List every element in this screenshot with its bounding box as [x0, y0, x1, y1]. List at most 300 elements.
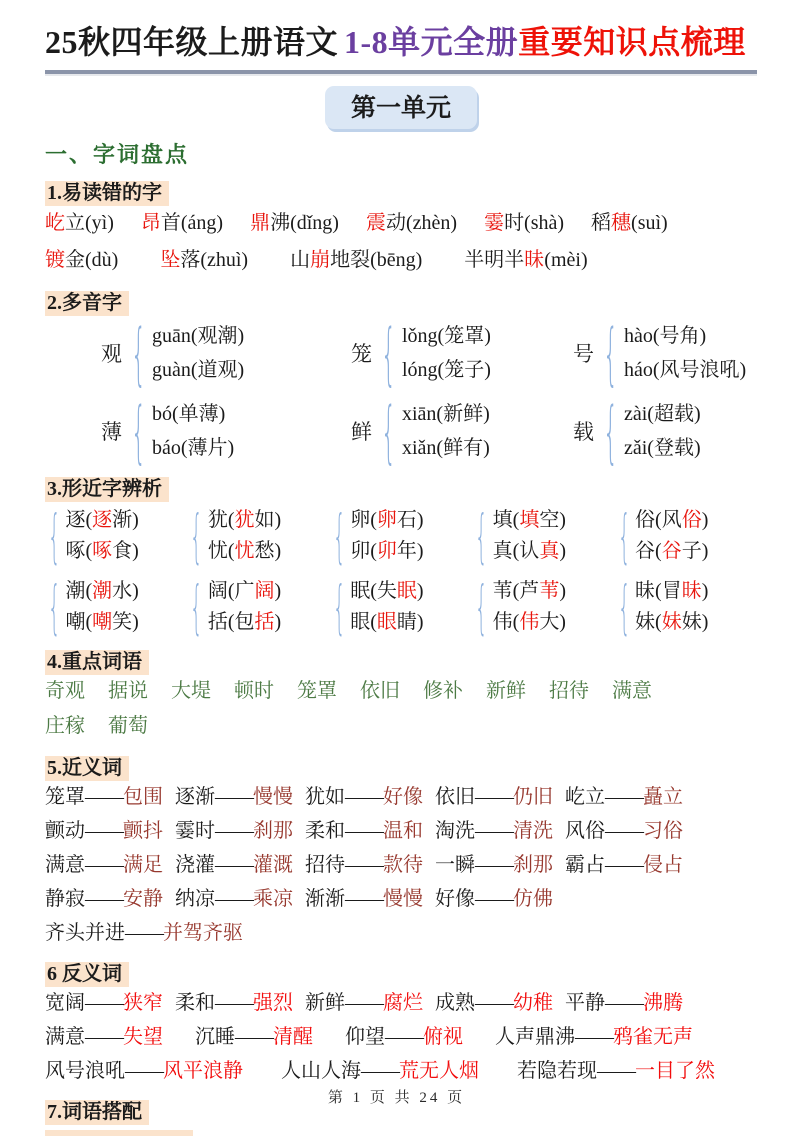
text-segment: 镀	[45, 249, 65, 271]
text-segment: 啄(	[65, 540, 93, 562]
xingjin-line	[350, 536, 423, 567]
heading-highlight: 5.近义词	[45, 756, 129, 781]
xingjin-line	[208, 536, 281, 567]
pair-text: ——	[385, 1026, 423, 1048]
xingjin-line	[65, 576, 138, 607]
text-segment: 昂	[140, 212, 161, 234]
section-heading-main: 一、字词盘点	[45, 142, 190, 167]
keyword: 招待	[549, 680, 589, 702]
brace-icon: {	[190, 573, 203, 641]
text-segment: 半明半	[464, 249, 525, 271]
text-segment: 时(shà)	[504, 212, 565, 234]
misread-row-1	[45, 205, 757, 242]
text-segment: 子)	[681, 540, 709, 562]
word-pair	[45, 820, 163, 842]
word-pair	[565, 992, 683, 1014]
xingjin-lines	[350, 505, 423, 567]
word-pair	[517, 1060, 715, 1082]
keyword: 庄稼	[45, 715, 85, 737]
heading-highlight: 2.多音字	[45, 291, 129, 316]
pair-text: 清洗	[513, 820, 553, 842]
xingjin-lines	[208, 576, 281, 638]
pair-text: 温和	[383, 820, 423, 842]
pair-text: ——	[215, 888, 253, 910]
word-pair	[305, 888, 423, 910]
text-segment: 石)	[396, 509, 424, 531]
keyword: 新鲜	[486, 680, 526, 702]
word-pair	[305, 992, 423, 1014]
heading-highlight: 4.重点词语	[45, 650, 149, 675]
duoyin-char: 载	[573, 420, 594, 444]
keyword: 奇观	[45, 680, 85, 702]
text-segment: )	[559, 580, 566, 602]
pair-text: 满足	[123, 854, 163, 876]
word-pair	[435, 888, 553, 910]
brace-icon: {	[617, 573, 631, 641]
pair-text: 狭窄	[123, 992, 163, 1014]
duoyin-group-hao	[573, 313, 757, 393]
synonyms-row	[45, 848, 757, 882]
pair-text: 满意	[45, 1026, 85, 1048]
duoyin-group-long	[351, 313, 573, 393]
text-segment: 金(dù)	[65, 249, 119, 271]
text-segment: 昧	[524, 249, 545, 271]
keywords-row-2	[45, 709, 757, 744]
text-segment: 伟(	[492, 611, 520, 633]
pair-text: ——	[605, 854, 643, 876]
xingjin-group	[187, 573, 329, 641]
pair-text: 鸦雀无声	[613, 1026, 693, 1048]
page-footer: 第 1 页 共 24 页	[327, 1090, 466, 1106]
synonyms-row	[45, 916, 757, 950]
pair-text: ——	[597, 1060, 635, 1082]
heading-highlight: 7.词语搭配	[45, 1100, 149, 1125]
title-red: 重要知识点梳理	[518, 24, 746, 60]
text-segment: 真	[539, 540, 560, 562]
pair-text: 静寂	[45, 888, 85, 910]
duoyin-readings	[624, 397, 701, 465]
text-segment: 空)	[539, 509, 566, 531]
antonyms-row	[45, 1054, 757, 1088]
xingjin-lines	[493, 576, 566, 638]
pair-text: 腐烂	[383, 992, 423, 1014]
word-item	[290, 249, 422, 271]
title-purple: 1-8单元全册	[344, 24, 519, 60]
pair-text: 渐渐	[305, 888, 345, 910]
pair-text: 柔和	[305, 820, 345, 842]
text-segment: (mèi)	[544, 249, 588, 271]
duoyin-reading: lǒng(笼罩)	[402, 325, 491, 347]
text-segment: 愁)	[254, 540, 282, 562]
pair-text: ——	[345, 854, 383, 876]
text-segment: 真(认	[492, 540, 540, 562]
word-pair	[435, 786, 553, 808]
text-segment: 忧	[234, 540, 255, 562]
duoyin-group-xian	[351, 391, 573, 471]
heading-highlight: 6 反义词	[45, 962, 129, 987]
text-segment: 谷(	[635, 540, 662, 562]
text-segment: 嘲	[92, 611, 113, 633]
text-segment: 屹	[45, 212, 65, 234]
word-pair	[45, 786, 163, 808]
brace-icon: {	[130, 391, 147, 471]
xingjin-line	[208, 607, 281, 638]
pair-text: ——	[85, 1026, 123, 1048]
pair-text: ——	[345, 786, 383, 808]
pair-text: 好像	[383, 786, 423, 808]
duoyin-reading: guān(观潮)	[152, 325, 245, 347]
text-segment: 苇	[539, 580, 560, 602]
text-segment: )	[274, 611, 282, 633]
xingjin-line	[635, 607, 708, 638]
text-segment: 填	[519, 509, 540, 531]
text-segment: 卯(	[350, 540, 377, 562]
text-segment: 阔	[254, 580, 275, 602]
pair-text: 新鲜	[305, 992, 345, 1014]
text-segment: 逐(	[65, 509, 93, 531]
xingjin-lines	[65, 505, 138, 567]
brace-icon: {	[332, 573, 346, 641]
pair-text: 强烈	[253, 992, 293, 1014]
xingjin-group	[615, 573, 757, 641]
pair-text: ——	[235, 1026, 273, 1048]
word-pair	[175, 854, 293, 876]
pair-text: 荒无人烟	[399, 1060, 479, 1082]
text-segment: 落(zhuì)	[180, 249, 249, 271]
pair-text: 包围	[123, 786, 163, 808]
pair-text: 屹立	[565, 786, 605, 808]
pair-text: 霎时	[175, 820, 215, 842]
word-pair	[435, 820, 553, 842]
text-segment: 穗	[611, 212, 632, 234]
text-segment: 坠	[160, 249, 181, 271]
word-pair	[305, 786, 423, 808]
xingjin-lines	[208, 505, 281, 567]
xingjin-grid	[45, 502, 757, 641]
heading-highlight: 1.易读错的字	[45, 181, 169, 206]
text-segment: 眼	[376, 611, 397, 633]
pair-text: 霸占	[565, 854, 605, 876]
word-pair	[305, 854, 423, 876]
text-segment: 卵(	[350, 509, 377, 531]
synonyms-row	[45, 814, 757, 848]
word-pair	[195, 1026, 313, 1048]
text-segment: )	[559, 540, 566, 562]
pair-text: ——	[125, 922, 163, 944]
subsection-heading-synonyms	[45, 751, 757, 780]
pair-text: 齐头并进	[45, 922, 125, 944]
pair-text: 安静	[123, 888, 163, 910]
duoyin-readings	[152, 397, 234, 465]
duoyin-reading: guàn(道观)	[152, 359, 245, 381]
pair-text: ——	[85, 888, 123, 910]
word-item	[45, 212, 114, 234]
pair-text: ——	[475, 992, 513, 1014]
duoyin-char: 鲜	[351, 420, 372, 444]
pair-text: 乘凉	[253, 888, 293, 910]
text-segment: )	[701, 509, 709, 531]
subsection-heading-antonyms	[45, 957, 757, 986]
pair-text: ——	[575, 1026, 613, 1048]
pair-text: 满意	[45, 854, 85, 876]
word-item	[464, 249, 587, 271]
word-pair	[175, 888, 293, 910]
pair-text: 沉睡	[195, 1026, 235, 1048]
word-pair	[565, 854, 683, 876]
xingjin-group	[330, 573, 472, 641]
brace-icon: {	[380, 313, 397, 393]
xingjin-group	[45, 502, 187, 570]
text-segment: 括(包	[207, 611, 255, 633]
pair-text: ——	[475, 820, 513, 842]
unit-badge: 第一单元	[325, 86, 477, 129]
text-segment: 眠(失	[350, 580, 397, 602]
keyword: 大堤	[171, 680, 211, 702]
duoyin-readings	[624, 319, 746, 387]
pair-text: ——	[345, 888, 383, 910]
text-segment: )	[701, 580, 709, 602]
keyword: 满意	[612, 680, 652, 702]
text-segment: 渐)	[112, 509, 139, 531]
word-pair	[495, 1026, 693, 1048]
pair-text: 习俗	[643, 820, 683, 842]
pair-text: ——	[605, 992, 643, 1014]
text-segment: 苇(芦	[492, 580, 540, 602]
text-segment: 昧(冒	[635, 580, 682, 602]
antonyms-row	[45, 1020, 757, 1054]
text-segment: 嘲(	[65, 611, 93, 633]
pair-text: 颤动	[45, 820, 85, 842]
pair-text: 清醒	[273, 1026, 313, 1048]
xingjin-line	[65, 505, 138, 536]
pair-text: 刹那	[253, 820, 293, 842]
word-pair	[45, 854, 163, 876]
keyword: 依旧	[360, 680, 400, 702]
xingjin-lines	[350, 576, 423, 638]
word-item	[160, 249, 248, 271]
brace-icon: {	[47, 502, 61, 570]
pair-text: 并驾齐驱	[163, 922, 243, 944]
pair-text: 幼稚	[513, 992, 553, 1014]
pair-text: 款待	[383, 854, 423, 876]
text-segment: 妹	[661, 611, 682, 633]
text-segment: 沸(dǐng)	[270, 212, 339, 234]
pair-text: 失望	[123, 1026, 163, 1048]
text-segment: 伟	[519, 611, 540, 633]
pair-text: 笼罩	[45, 786, 85, 808]
word-pair	[565, 820, 683, 842]
text-segment: 填(	[492, 509, 520, 531]
word-pair	[435, 992, 553, 1014]
xingjin-lines	[65, 576, 138, 638]
duoyin-char: 观	[101, 342, 122, 366]
text-segment: (suì)	[631, 212, 668, 234]
synonyms-row	[45, 882, 757, 916]
pair-text: ——	[85, 854, 123, 876]
text-segment: 立(yì)	[65, 212, 114, 234]
pair-text: ——	[605, 820, 643, 842]
xingjin-line	[635, 576, 708, 607]
xingjin-group	[187, 502, 329, 570]
word-item	[484, 212, 564, 234]
pair-text: 矗立	[643, 786, 683, 808]
pair-text: 一目了然	[635, 1060, 715, 1082]
text-segment: 妹(	[635, 611, 662, 633]
xingjin-lines	[493, 505, 566, 567]
keyword: 修补	[423, 680, 463, 702]
pair-text: ——	[361, 1060, 399, 1082]
duoyin-char: 笼	[351, 342, 372, 366]
pair-text: 沸腾	[643, 992, 683, 1014]
xingjin-line	[208, 505, 281, 536]
text-segment: 忧(	[207, 540, 235, 562]
xingjin-line	[635, 505, 708, 536]
duoyin-readings	[152, 319, 244, 387]
pair-text: 颤抖	[123, 820, 163, 842]
duoyin-reading: zǎi(登载)	[624, 437, 701, 459]
pair-text: 风平浪静	[163, 1060, 243, 1082]
pair-text: 俯视	[423, 1026, 463, 1048]
duoyin-char: 号	[573, 342, 594, 366]
pair-text: 仿佛	[513, 888, 553, 910]
keywords-row-1	[45, 674, 757, 709]
unit-badge-row	[45, 86, 757, 130]
xingjin-group	[472, 502, 614, 570]
text-segment: 俗	[681, 509, 702, 531]
xingjin-group	[45, 573, 187, 641]
pair-text: 人声鼎沸	[495, 1026, 575, 1048]
keyword: 顿时	[234, 680, 274, 702]
keyword: 笼罩	[297, 680, 337, 702]
pair-text: 风俗	[565, 820, 605, 842]
text-segment: 如)	[254, 509, 282, 531]
text-segment: 笑)	[112, 611, 139, 633]
word-pair	[45, 922, 243, 944]
xingjin-line	[65, 536, 138, 567]
word-pair	[45, 992, 163, 1014]
brace-icon: {	[190, 502, 203, 570]
text-segment: )	[274, 580, 282, 602]
duoyin-reading: háo(风号浪吼)	[624, 359, 747, 381]
text-segment: 谷	[661, 540, 682, 562]
xingjin-line	[493, 576, 566, 607]
text-segment: 阔(广	[207, 580, 255, 602]
pair-text: 慢慢	[383, 888, 423, 910]
duoyin-group-bo	[101, 391, 351, 471]
text-segment: 水)	[112, 580, 139, 602]
text-segment: 卵	[376, 509, 397, 531]
keyword: 据说	[108, 680, 148, 702]
title-divider	[45, 70, 757, 74]
next-heading-sliver	[45, 1130, 193, 1136]
pair-text: ——	[85, 820, 123, 842]
word-pair	[305, 820, 423, 842]
text-segment: 俗(风	[635, 509, 682, 531]
brace-icon: {	[332, 502, 346, 570]
xingjin-line	[350, 505, 423, 536]
pair-text: ——	[215, 786, 253, 808]
pair-text: 依旧	[435, 786, 475, 808]
pair-text: 仍旧	[513, 786, 553, 808]
pair-text: ——	[125, 1060, 163, 1082]
pair-text: 淘洗	[435, 820, 475, 842]
pair-text: ——	[475, 786, 513, 808]
xingjin-group	[330, 502, 472, 570]
synonyms-row	[45, 780, 757, 814]
duoyin-group-guan	[101, 313, 351, 393]
subsection-heading-duoyin	[45, 286, 757, 315]
duoyin-char: 薄	[101, 420, 122, 444]
text-segment: )	[416, 580, 424, 602]
text-segment: 稻	[591, 212, 612, 234]
misread-row-2	[45, 242, 757, 279]
brace-icon: {	[602, 313, 619, 393]
text-segment: 崩	[310, 249, 331, 271]
pair-text: ——	[215, 820, 253, 842]
pair-text: 人山人海	[281, 1060, 361, 1082]
word-pair	[175, 992, 293, 1014]
text-segment: 犹(	[207, 509, 235, 531]
pair-text: 犹如	[305, 786, 345, 808]
word-pair	[281, 1060, 479, 1082]
brace-icon: {	[475, 502, 488, 570]
pair-text: 侵占	[643, 854, 683, 876]
text-segment: 震	[365, 212, 386, 234]
pair-text: ——	[85, 786, 123, 808]
text-segment: 卯	[376, 540, 397, 562]
pair-text: ——	[85, 992, 123, 1014]
xingjin-group	[472, 573, 614, 641]
pair-text: 风号浪吼	[45, 1060, 125, 1082]
pair-text: 慢慢	[253, 786, 293, 808]
text-segment: 年)	[396, 540, 424, 562]
xingjin-line	[635, 536, 708, 567]
text-segment: 山	[290, 249, 311, 271]
text-segment: 犹	[234, 509, 255, 531]
pair-text: ——	[215, 992, 253, 1014]
xingjin-line	[350, 576, 423, 607]
duoyin-reading: lóng(笼子)	[402, 359, 491, 381]
text-segment: 睛)	[396, 611, 424, 633]
duoyin-reading: báo(薄片)	[152, 437, 235, 459]
xingjin-group	[615, 502, 757, 570]
pair-text: 柔和	[175, 992, 215, 1014]
word-item	[45, 249, 118, 271]
text-segment: 地裂(bēng)	[330, 249, 423, 271]
word-pair	[175, 820, 293, 842]
pair-text: 一瞬	[435, 854, 475, 876]
pair-text: ——	[475, 888, 513, 910]
word-pair	[45, 1060, 243, 1082]
keyword: 葡萄	[108, 715, 148, 737]
pair-text: ——	[345, 820, 383, 842]
xingjin-line	[493, 505, 566, 536]
word-item	[250, 212, 339, 234]
heading-highlight: 3.形近字辨析	[45, 477, 169, 502]
xingjin-line	[493, 536, 566, 567]
pair-text: 逐渐	[175, 786, 215, 808]
pair-text: ——	[215, 854, 253, 876]
antonyms-row	[45, 986, 757, 1020]
text-segment: 潮(	[65, 580, 93, 602]
pair-text: 好像	[435, 888, 475, 910]
text-segment: 眠	[396, 580, 417, 602]
duoyin-readings	[402, 397, 490, 465]
text-segment: 大)	[539, 611, 566, 633]
pair-text: 仰望	[345, 1026, 385, 1048]
pair-text: 平静	[565, 992, 605, 1014]
subsection-heading-keywords	[45, 645, 757, 674]
